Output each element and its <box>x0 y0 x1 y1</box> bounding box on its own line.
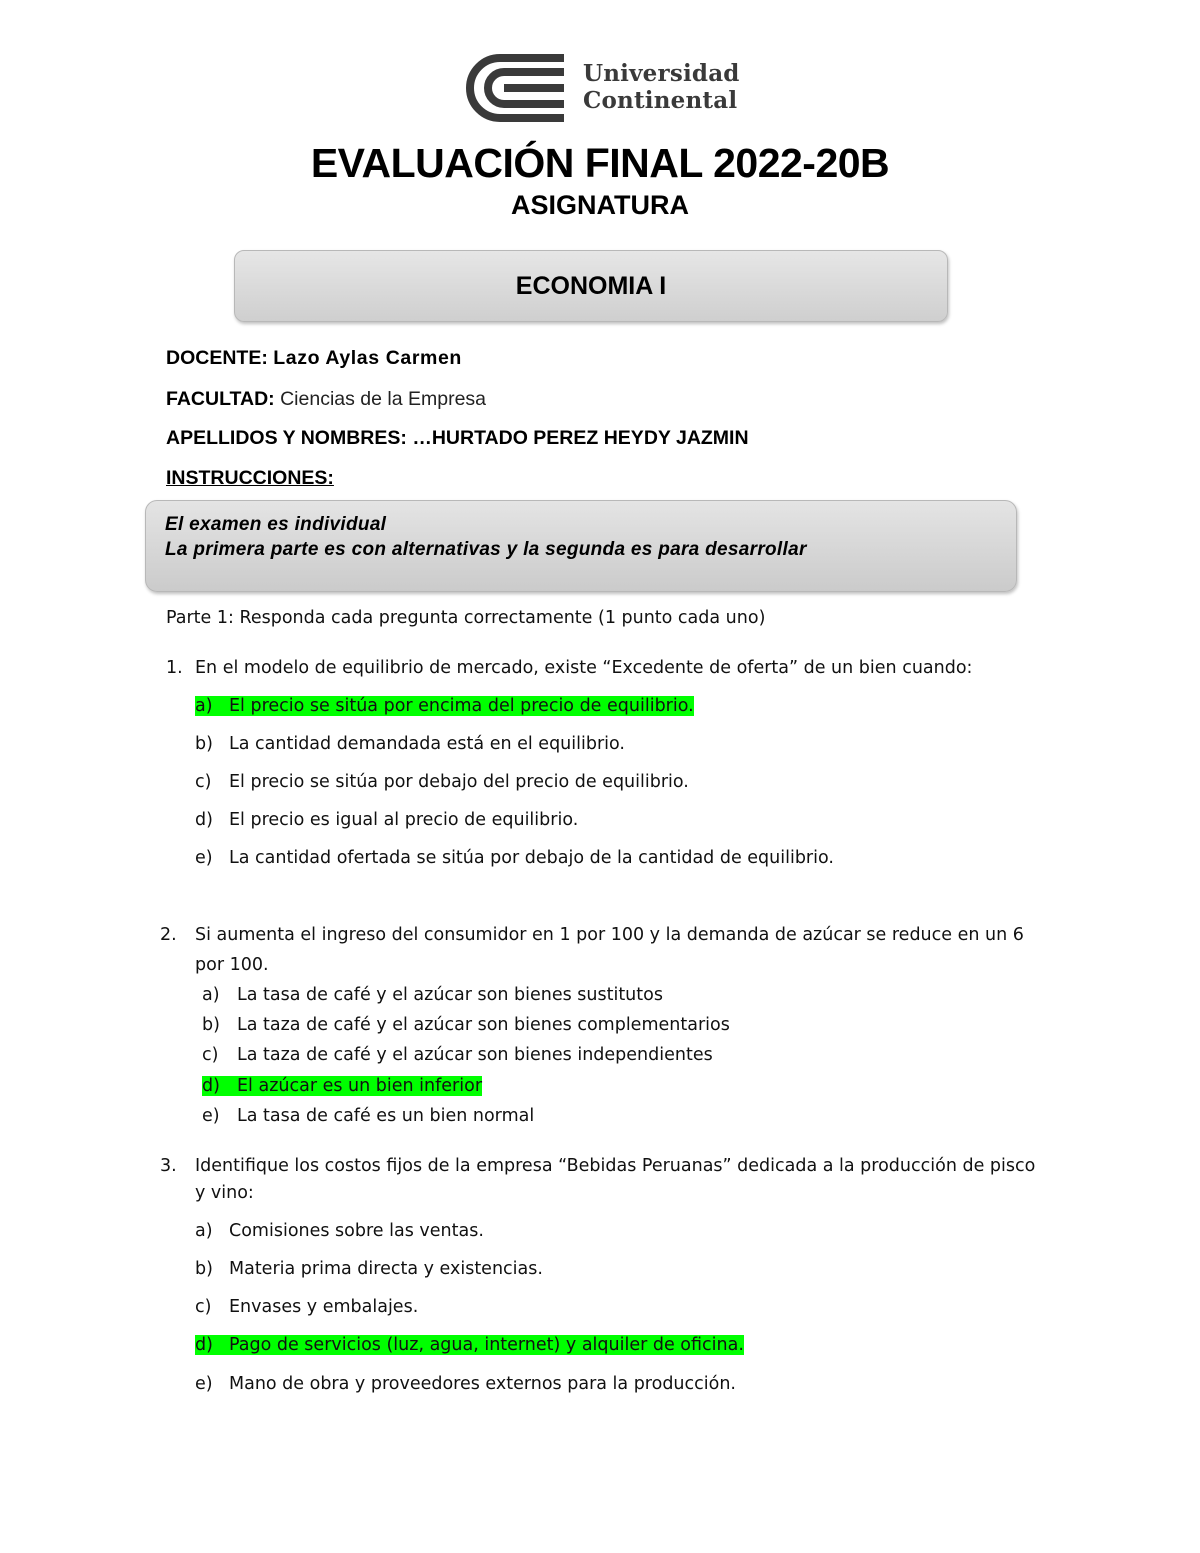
docente-label: DOCENTE: <box>166 347 268 369</box>
question-number: 3. <box>160 1156 177 1176</box>
instrucciones-label: INSTRUCCIONES: <box>166 467 334 489</box>
question-text: Si aumenta el ingreso del consumidor en 1 por 100 y la demanda de azúcar se reduce en un 6 <box>195 925 1024 945</box>
option-text: La cantidad ofertada se sitúa por debajo de la cantidad de equilibrio. <box>229 848 834 868</box>
instruction-line: El examen es individual <box>165 514 387 535</box>
answer-option[interactable] <box>195 772 689 792</box>
option-letter: e) <box>202 1106 220 1126</box>
answer-option[interactable] <box>195 848 834 868</box>
instruction-line: La primera parte es con alternativas y la segunda es para desarrollar <box>165 539 807 560</box>
page-title: EVALUACIÓN FINAL 2022-20B <box>310 140 890 186</box>
answer-option[interactable] <box>195 1335 744 1355</box>
option-text: Envases y embalajes. <box>229 1297 419 1317</box>
option-letter: b) <box>195 1259 213 1279</box>
answer-option[interactable] <box>202 1045 713 1065</box>
option-letter: c) <box>202 1045 219 1065</box>
question-number: 2. <box>160 925 177 945</box>
docente-row <box>166 347 462 370</box>
option-text: La taza de café y el azúcar son bienes independientes <box>237 1045 713 1065</box>
option-letter: d) <box>195 810 213 830</box>
option-text: Mano de obra y proveedores externos para la producción. <box>229 1374 736 1394</box>
answer-option[interactable] <box>195 734 625 754</box>
course-name-box <box>234 250 948 322</box>
answer-option[interactable] <box>202 1015 730 1035</box>
answer-option[interactable] <box>202 985 663 1005</box>
continental-logo-icon <box>466 52 576 124</box>
option-text: Materia prima directa y existencias. <box>229 1259 543 1279</box>
question-text: y vino: <box>195 1183 254 1203</box>
answer-option[interactable] <box>195 1259 543 1279</box>
facultad-label: FACULTAD: <box>166 388 275 410</box>
option-letter: a) <box>202 985 220 1005</box>
answer-option[interactable] <box>195 1297 418 1317</box>
answer-option[interactable] <box>202 1106 534 1126</box>
question-number: 1. <box>166 658 183 678</box>
answer-option[interactable] <box>195 1374 736 1394</box>
option-text: El precio es igual al precio de equilibrio. <box>229 810 579 830</box>
answer-option[interactable] <box>195 810 578 830</box>
option-letter: d) <box>195 1335 213 1355</box>
question-text: por 100. <box>195 955 269 975</box>
answer-option[interactable] <box>202 1076 482 1096</box>
university-logo <box>466 52 740 124</box>
docente-value: Lazo Aylas Carmen <box>273 347 462 369</box>
option-text: La cantidad demandada está en el equilibrio. <box>229 734 625 754</box>
course-name: ECONOMIA I <box>515 271 667 300</box>
option-letter: b) <box>202 1015 220 1035</box>
instructions-box <box>145 500 1017 592</box>
option-letter: c) <box>195 772 212 792</box>
option-text: El precio se sitúa por encima del precio de equilibrio. <box>229 696 694 716</box>
page-subtitle: ASIGNATURA <box>511 190 689 220</box>
option-letter: d) <box>202 1076 220 1096</box>
nombres-value: …HURTADO PEREZ HEYDY JAZMIN <box>412 427 749 449</box>
question-text: En el modelo de equilibrio de mercado, existe “Excedente de oferta” de un bien cuando: <box>195 658 973 678</box>
option-text: Pago de servicios (luz, agua, internet) y alquiler de oficina. <box>229 1335 744 1355</box>
answer-option[interactable] <box>195 1221 484 1241</box>
option-text: La tasa de café es un bien normal <box>237 1106 535 1126</box>
option-text: La tasa de café y el azúcar son bienes sustitutos <box>237 985 663 1005</box>
facultad-row <box>166 388 486 411</box>
option-letter: e) <box>195 1374 213 1394</box>
logo-line-2: Continental <box>583 87 738 114</box>
nombres-row <box>166 427 749 450</box>
option-text: La taza de café y el azúcar son bienes complementarios <box>237 1015 730 1035</box>
option-letter: e) <box>195 848 213 868</box>
option-letter: a) <box>195 1221 213 1241</box>
option-letter: a) <box>195 696 213 716</box>
question-text: Identifique los costos fijos de la empresa “Bebidas Peruanas” dedicada a la producción de pisco <box>195 1156 1036 1176</box>
nombres-label: APELLIDOS Y NOMBRES: <box>166 427 407 449</box>
part-heading: Parte 1: Responda cada pregunta correctamente (1 punto cada uno) <box>166 608 766 628</box>
option-text: El precio se sitúa por debajo del precio de equilibrio. <box>229 772 689 792</box>
option-letter: c) <box>195 1297 212 1317</box>
option-text: El azúcar es un bien inferior <box>237 1076 483 1096</box>
answer-option[interactable] <box>195 696 694 716</box>
option-text: Comisiones sobre las ventas. <box>229 1221 484 1241</box>
facultad-value: Ciencias de la Empresa <box>280 388 487 410</box>
logo-line-1: Universidad <box>583 60 740 87</box>
option-letter: b) <box>195 734 213 754</box>
